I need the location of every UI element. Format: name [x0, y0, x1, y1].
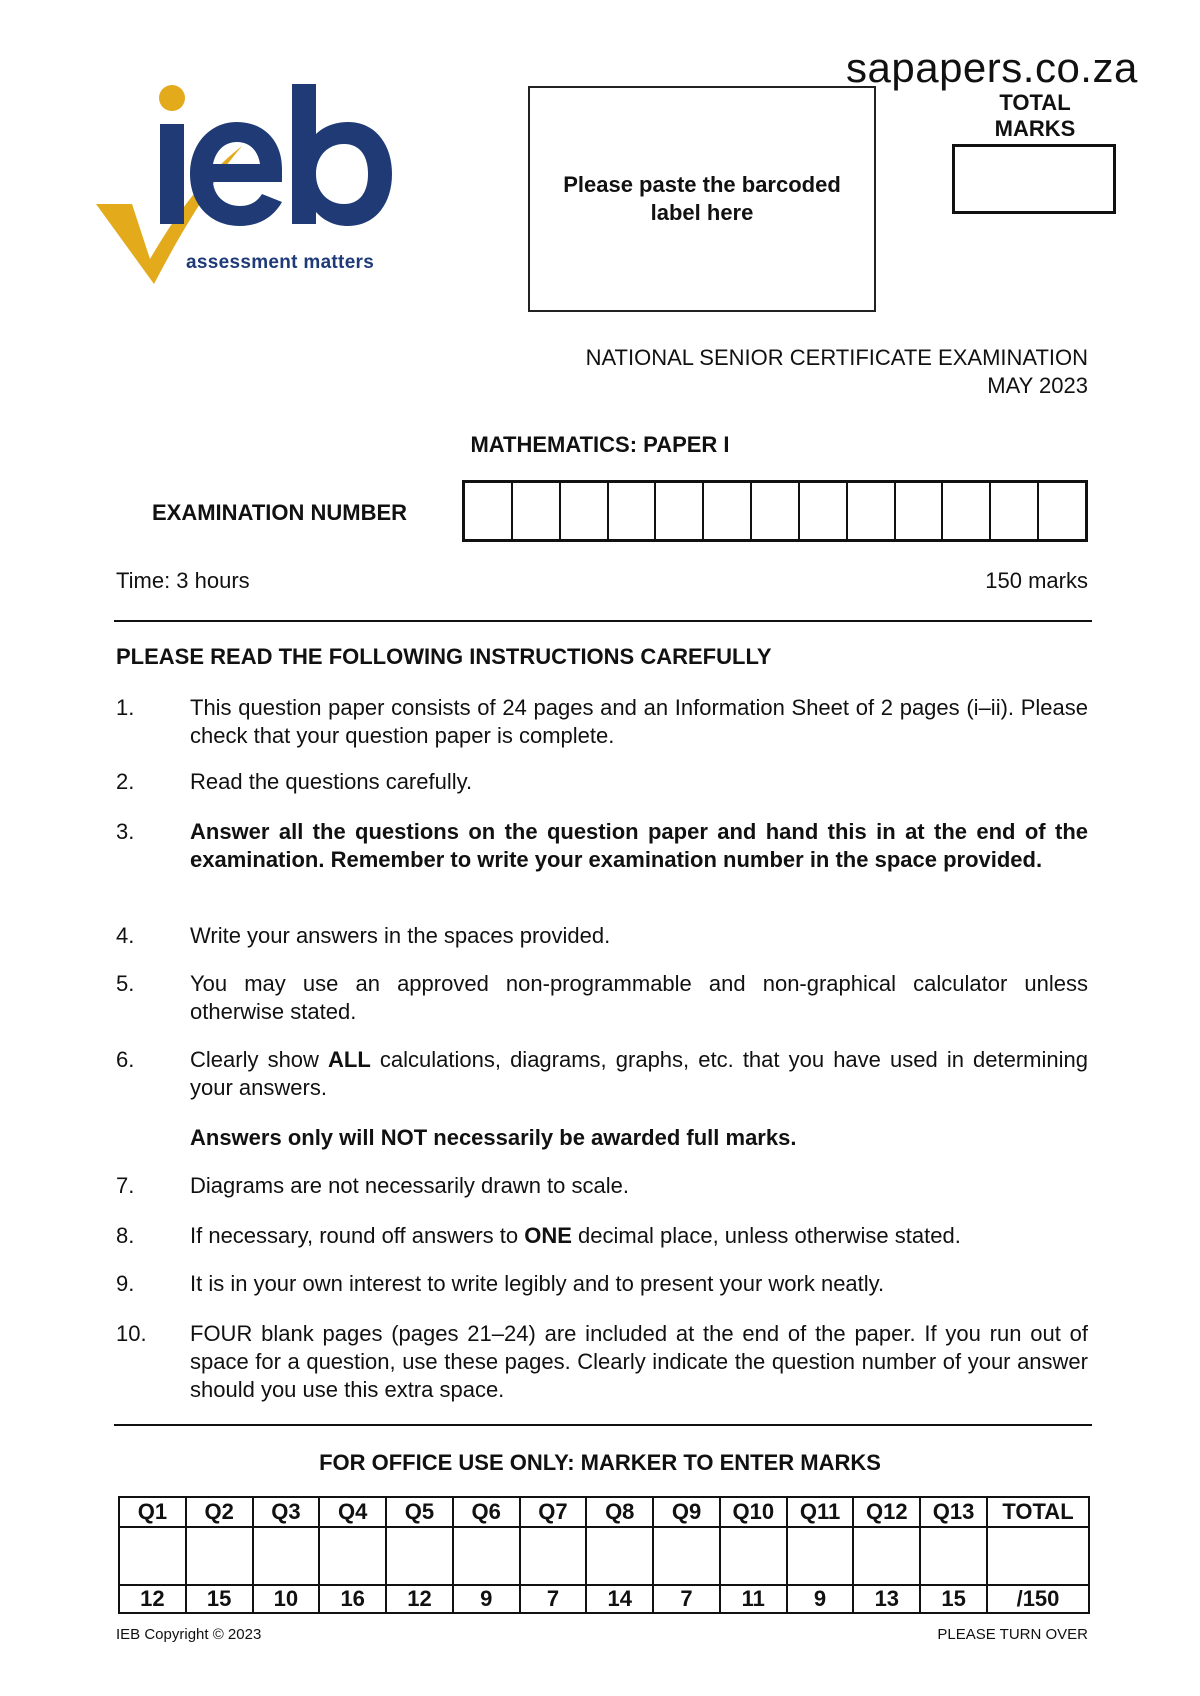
instruction-number: 9.: [116, 1271, 135, 1296]
max-mark: 9: [453, 1585, 520, 1613]
total-entry-cell[interactable]: [987, 1527, 1089, 1585]
mark-entry-cell[interactable]: [386, 1527, 453, 1585]
instruction-number: 8.: [116, 1223, 135, 1248]
instruction-text-post: calculations, diagrams, graphs, etc. that you have used in determining your answers.: [190, 1047, 1088, 1100]
mark-entry-cell[interactable]: [653, 1527, 720, 1585]
instruction-text: FOUR blank pages (pages 21–24) are included at the end of the paper. If you run out of space for a question, use these pages. Clearly indicate the question number of your answer should you use this extra space.: [190, 1321, 1088, 1402]
exam-number-grid[interactable]: [462, 480, 1088, 542]
exam-number-cell[interactable]: [513, 483, 561, 539]
instruction-number: 1.: [116, 695, 135, 720]
question-header: Q1: [119, 1497, 186, 1527]
marks-table-header-row: [119, 1497, 1089, 1527]
total-marks-text: 150 marks: [985, 568, 1088, 593]
question-header: Q13: [920, 1497, 987, 1527]
subject-title: MATHEMATICS: PAPER I: [470, 432, 730, 457]
mark-entry-cell[interactable]: [787, 1527, 854, 1585]
exam-number-cell[interactable]: [656, 483, 704, 539]
exam-number-label: EXAMINATION NUMBER: [152, 500, 408, 525]
instruction-emphasis: ALL: [328, 1047, 371, 1072]
instruction-text-pre: Clearly show: [190, 1047, 329, 1072]
exam-title-line1: NATIONAL SENIOR CERTIFICATE EXAMINATION: [585, 345, 1088, 370]
total-marks-label: TOTAL MARKS: [994, 90, 1076, 141]
question-header: Q3: [253, 1497, 320, 1527]
mark-entry-cell[interactable]: [920, 1527, 987, 1585]
max-total: /150: [987, 1585, 1089, 1613]
exam-number-cell[interactable]: [848, 483, 896, 539]
question-header: Q11: [787, 1497, 854, 1527]
exam-number-cell[interactable]: [704, 483, 752, 539]
instruction-number: 6.: [116, 1047, 135, 1072]
mark-entry-cell[interactable]: [186, 1527, 253, 1585]
exam-number-cell[interactable]: [991, 483, 1039, 539]
max-mark: 12: [386, 1585, 453, 1613]
max-mark: 7: [653, 1585, 720, 1613]
max-mark: 11: [720, 1585, 787, 1613]
max-mark: 14: [586, 1585, 653, 1613]
max-mark: 9: [787, 1585, 854, 1613]
question-header: Q9: [653, 1497, 720, 1527]
instruction-emphasis: ONE: [524, 1223, 572, 1248]
instructions-heading: PLEASE READ THE FOLLOWING INSTRUCTIONS CAREFULLY: [116, 644, 772, 669]
marks-table: [118, 1496, 1090, 1614]
exam-title-line2: MAY 2023: [987, 373, 1088, 398]
barcode-label-box: [528, 86, 876, 312]
instruction-text: [190, 1046, 1088, 1102]
max-mark: 15: [186, 1585, 253, 1613]
max-mark: 15: [920, 1585, 987, 1613]
instruction-text: Diagrams are not necessarily drawn to scale.: [190, 1173, 629, 1198]
divider: [114, 1424, 1092, 1426]
instruction-note-text: Answers only will NOT necessarily be awarded full marks.: [190, 1125, 797, 1150]
mark-entry-cell[interactable]: [720, 1527, 787, 1585]
mark-entry-cell[interactable]: [319, 1527, 386, 1585]
max-mark: 7: [520, 1585, 587, 1613]
mark-entry-cell[interactable]: [119, 1527, 186, 1585]
instruction-text-post: decimal place, unless otherwise stated.: [571, 1223, 961, 1248]
exam-number-cell[interactable]: [561, 483, 609, 539]
instruction-text: Read the questions carefully.: [190, 769, 473, 794]
mark-entry-cell[interactable]: [853, 1527, 920, 1585]
instruction-number: 10.: [116, 1321, 147, 1346]
logo-tagline: assessment matters: [186, 252, 375, 273]
instruction-text: [190, 1222, 1088, 1250]
instruction-text-pre: If necessary, round off answers to: [190, 1223, 525, 1248]
exam-number-cell[interactable]: [752, 483, 800, 539]
logo-letter-b: [292, 84, 392, 226]
instruction-text: Answer all the questions on the question paper and hand this in at the end of the examination. Remember to write your examination number in the space provided.: [190, 819, 1088, 872]
logo-letter-e: [190, 122, 282, 226]
max-mark: 12: [119, 1585, 186, 1613]
instruction-text: It is in your own interest to write legibly and to present your work neatly.: [190, 1271, 885, 1296]
question-header: Q12: [853, 1497, 920, 1527]
total-header: TOTAL: [987, 1497, 1089, 1527]
question-header: Q6: [453, 1497, 520, 1527]
exam-number-cell[interactable]: [896, 483, 944, 539]
total-marks-box[interactable]: [952, 144, 1116, 214]
office-use-heading: FOR OFFICE USE ONLY: MARKER TO ENTER MARKS: [319, 1450, 881, 1475]
max-mark: 13: [853, 1585, 920, 1613]
exam-number-cell[interactable]: [465, 483, 513, 539]
question-header: Q5: [386, 1497, 453, 1527]
exam-number-cell[interactable]: [1039, 483, 1085, 539]
instruction-text: You may use an approved non-programmable and non-graphical calculator unless otherwise stated.: [190, 971, 1088, 1024]
exam-number-cell[interactable]: [800, 483, 848, 539]
barcode-label-text: Please paste the barcoded label here: [563, 172, 841, 225]
instruction-number: 4.: [116, 923, 135, 948]
question-header: Q7: [520, 1497, 587, 1527]
mark-entry-cell[interactable]: [453, 1527, 520, 1585]
instruction-number: 7.: [116, 1173, 135, 1198]
max-marks-row: [119, 1585, 1089, 1613]
max-mark: 10: [253, 1585, 320, 1613]
logo-letter-i: [160, 124, 184, 224]
mark-entry-cell[interactable]: [520, 1527, 587, 1585]
question-header: Q4: [319, 1497, 386, 1527]
instruction-number: 5.: [116, 971, 135, 996]
logo-dot: [159, 85, 185, 111]
instruction-number: 2.: [116, 769, 135, 794]
copyright-footer: IEB Copyright © 2023: [116, 1626, 262, 1643]
exam-title: [586, 344, 1088, 400]
exam-number-cell[interactable]: [943, 483, 991, 539]
turn-over-footer: PLEASE TURN OVER: [937, 1626, 1088, 1643]
question-header: Q2: [186, 1497, 253, 1527]
divider: [114, 620, 1092, 622]
instruction-text: Write your answers in the spaces provided.: [190, 923, 611, 948]
mark-entry-cell[interactable]: [253, 1527, 320, 1585]
time-allowed: Time: 3 hours: [116, 568, 250, 593]
marks-entry-row: [119, 1527, 1089, 1585]
instruction-text: This question paper consists of 24 pages and an Information Sheet of 2 pages (i–ii). Please check that your question paper is complete.: [190, 695, 1088, 748]
question-header: Q10: [720, 1497, 787, 1527]
instruction-number: 3.: [116, 819, 135, 844]
mark-entry-cell[interactable]: [586, 1527, 653, 1585]
exam-number-cell[interactable]: [609, 483, 657, 539]
watermark: sapapers.co.za: [846, 44, 1138, 91]
max-mark: 16: [319, 1585, 386, 1613]
question-header: Q8: [586, 1497, 653, 1527]
